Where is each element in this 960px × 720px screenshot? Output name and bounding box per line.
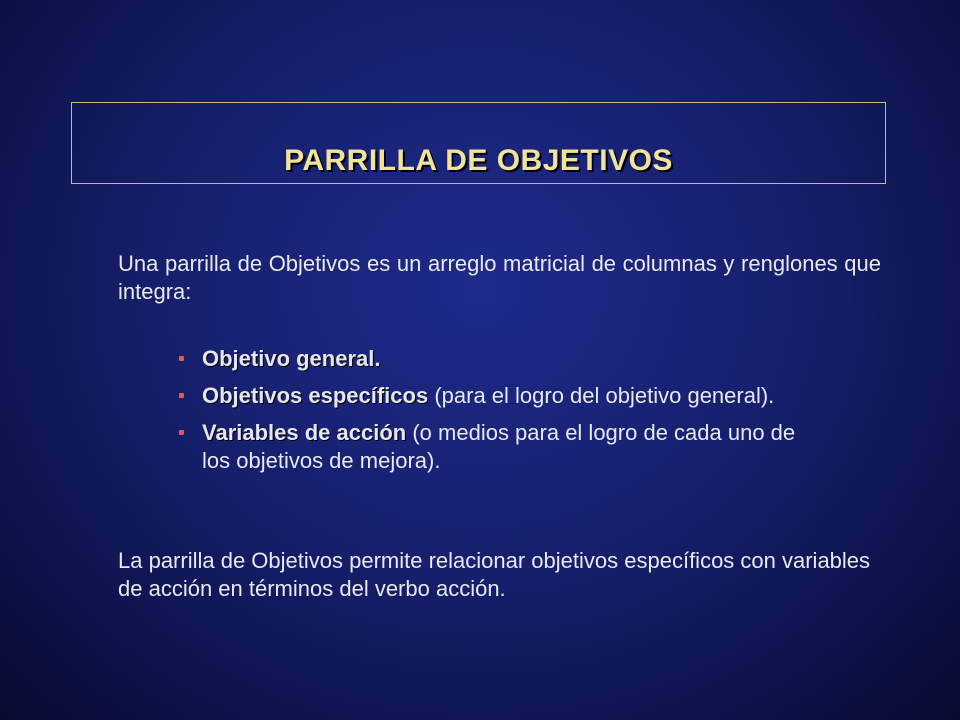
bullet-item-variables xyxy=(178,419,818,475)
bullet-item-general xyxy=(178,345,818,373)
bullet-item-especificos xyxy=(178,382,818,410)
slide-title: PARRILLA DE OBJETIVOS xyxy=(284,144,673,177)
bullet-rest-text: (o medios para el logro de cada uno de los objetivos de mejora). xyxy=(202,420,796,473)
bullet-bold-text: Objetivo general. xyxy=(202,346,381,371)
intro-paragraph: Una parrilla de Objetivos es un arreglo matricial de columnas y renglones que integra: xyxy=(118,251,881,304)
bullet-list xyxy=(178,345,818,484)
bullet-marker-icon xyxy=(179,430,184,435)
bullet-bold-text: Objetivos específicos xyxy=(202,383,429,408)
bullet-marker-icon xyxy=(179,356,184,361)
bullet-bold-text: Variables de acción xyxy=(202,420,407,445)
bullet-rest-text: (para el logro del objetivo general). xyxy=(428,383,775,408)
bullet-marker-icon xyxy=(179,393,184,398)
closing-paragraph: La parrilla de Objetivos permite relacionar objetivos específicos con variables de acción en términos del verbo acción. xyxy=(118,548,871,601)
title-box xyxy=(71,102,886,184)
